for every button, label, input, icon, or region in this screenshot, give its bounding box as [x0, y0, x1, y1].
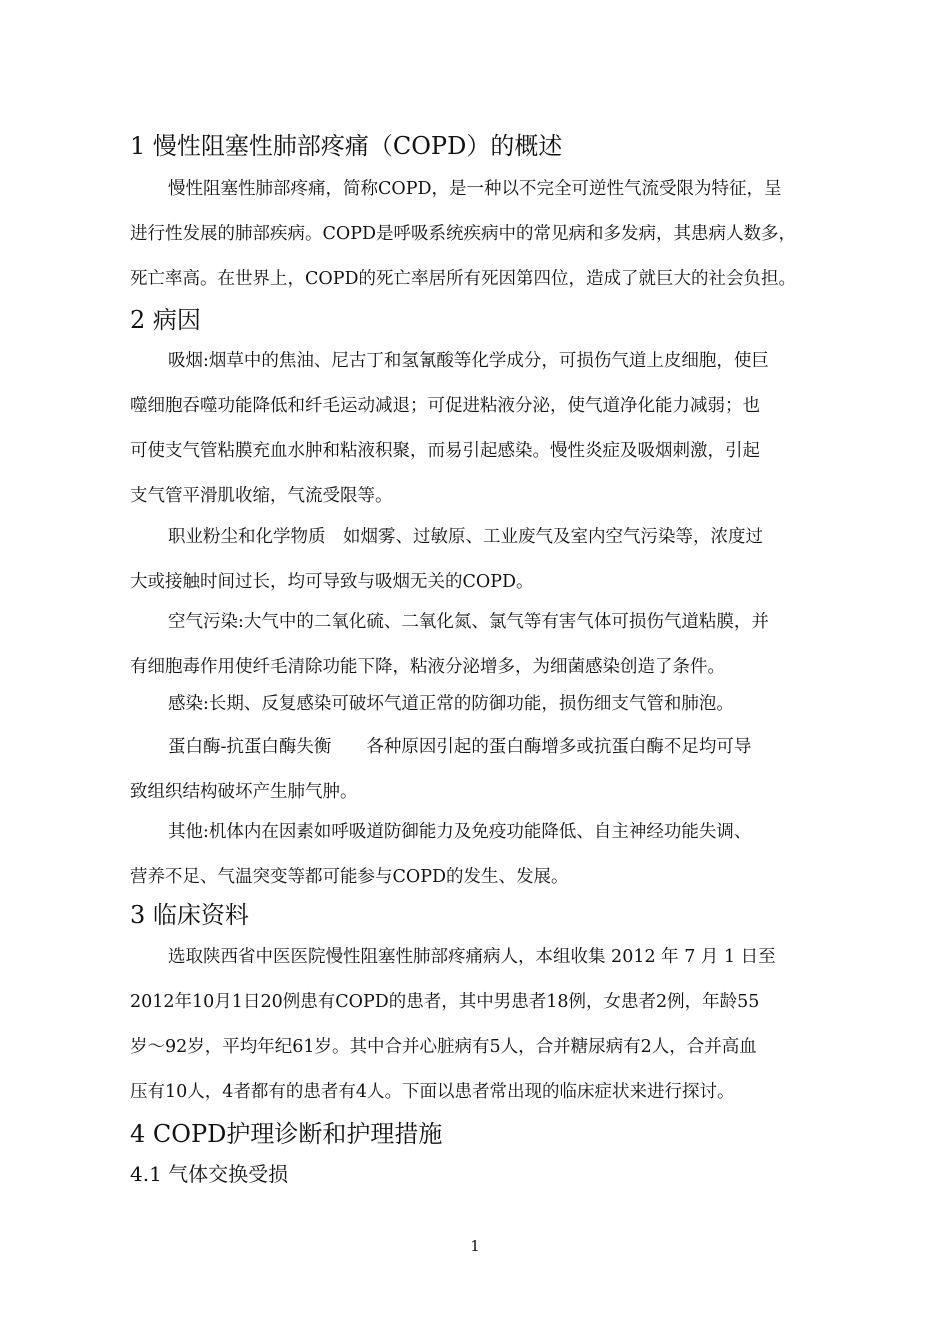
text-line: 死亡率高。在世界上，COPD的死亡率居所有死因第四位，造成了就巨大的社会负担。 [130, 269, 797, 289]
text-line: 慢性阻塞性肺部疼痛，简称COPD，是一种以不完全可逆性气流受限为特征，呈 [168, 179, 782, 199]
section-3-heading: 3 临床资料 [130, 901, 249, 929]
text-line: 噬细胞吞噬功能降低和纤毛运动减退；可促进粘液分泌，使气道净化能力减弱；也 [130, 396, 760, 416]
text-line: 吸烟:烟草中的焦油、尼古丁和氢氰酸等化学成分，可损伤气道上皮细胞，使巨 [168, 351, 769, 371]
section-3-paragraph [130, 946, 825, 1103]
section-2-paragraph-dust [130, 526, 825, 593]
text-line: 职业粉尘和化学物质 如烟雾、过敏原、工业废气及室内空气污染等，浓度过 [168, 527, 763, 547]
text-line: 空气污染:大气中的二氧化硫、二氧化氮、氯气等有害气体可损伤气道粘膜，并 [168, 612, 769, 632]
page-number: 1 [470, 1237, 480, 1255]
text-line: 有细胞毒作用使纤毛清除功能下降，粘液分泌增多，为细菌感染创造了条件。 [130, 657, 725, 677]
section-4-1-subheading: 4.1 气体交换受损 [130, 1162, 289, 1186]
text-line: 压有10人，4者都有的患者有4人。下面以患者常出现的临床症状来进行探讨。 [130, 1082, 735, 1102]
text-line: 岁～92岁，平均年纪61岁。其中合并心脏病有5人，合并糖尿病有2人，合并高血 [130, 1037, 757, 1057]
section-4-heading: 4 COPD护理诊断和护理措施 [130, 1120, 443, 1148]
text-line: 感染:长期、反复感染可破坏气道正常的防御功能，损伤细支气管和肺泡。 [168, 694, 734, 714]
text-line: 2012年10月1日20例患有COPD的患者，其中男患者18例，女患者2例，年龄55 [130, 992, 760, 1012]
section-2-paragraph-infection [130, 693, 825, 715]
section-2-paragraph-smoking [130, 350, 825, 507]
section-2-paragraph-pollution [130, 611, 825, 678]
section-2-paragraph-other [130, 821, 825, 888]
section-2-paragraph-protease [130, 736, 825, 803]
text-line: 进行性发展的肺部疾病。COPD是呼吸系统疾病中的常见病和多发病，其患病人数多， [130, 224, 797, 244]
text-line: 营养不足、气温突变等都可能参与COPD的发生、发展。 [130, 867, 569, 887]
section-1-heading: 1 慢性阻塞性肺部疼痛（COPD）的概述 [130, 132, 563, 160]
section-2-heading: 2 病因 [130, 306, 201, 334]
text-line: 其他:机体内在因素如呼吸道防御能力及免疫功能降低、自主神经功能失调、 [168, 822, 752, 842]
text-line: 可使支气管粘膜充血水肿和粘液积聚，而易引起感染。慢性炎症及吸烟刺激，引起 [130, 441, 760, 461]
text-line: 蛋白酶-抗蛋白酶失衡 各种原因引起的蛋白酶增多或抗蛋白酶不足均可导 [168, 737, 752, 757]
text-line: 致组织结构破坏产生肺气肿。 [130, 782, 358, 802]
text-line: 大或接触时间过长，均可导致与吸烟无关的COPD。 [130, 572, 534, 592]
text-line: 选取陕西省中医医院慢性阻塞性肺部疼痛病人，本组收集 2012 年 7 月 1 日至 [168, 947, 776, 967]
section-1-paragraph [130, 178, 825, 290]
text-line: 支气管平滑肌收缩，气流受限等。 [130, 486, 393, 506]
